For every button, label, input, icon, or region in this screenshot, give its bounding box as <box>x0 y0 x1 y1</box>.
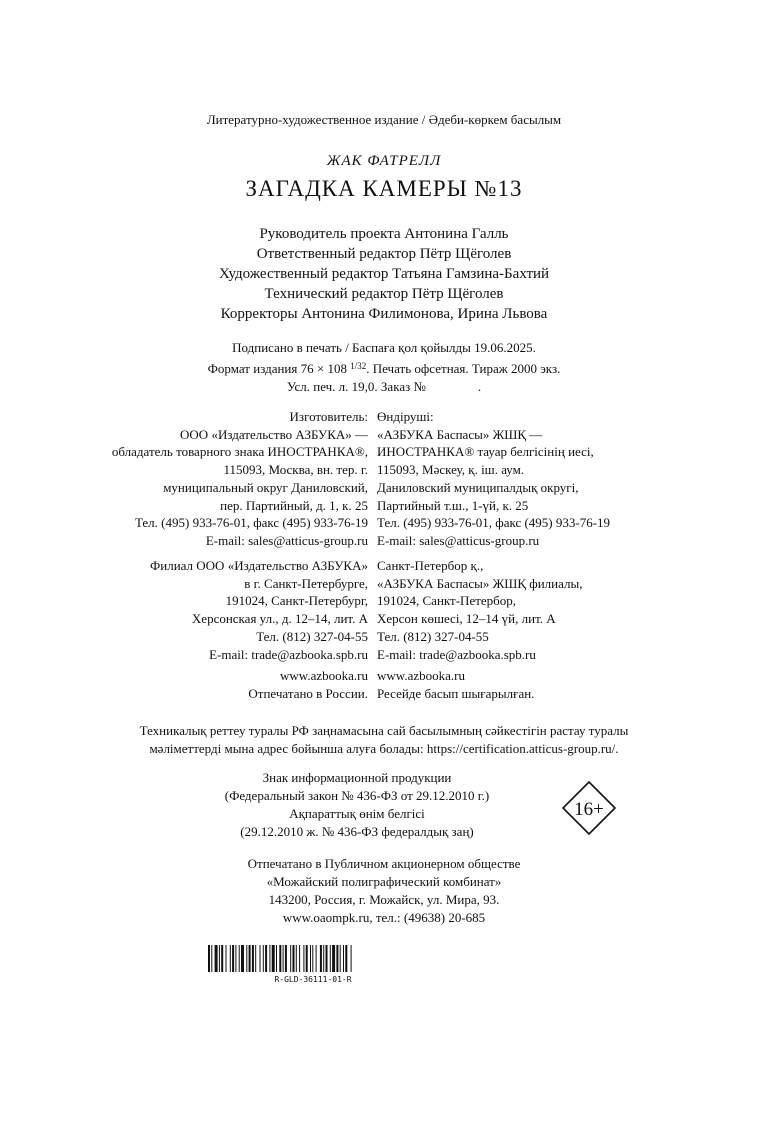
manufacturer-kz-line: Партийный т.ш., 1-үй, к. 25 <box>377 497 529 513</box>
branch-kz-line: Санкт-Петербор қ., <box>377 558 484 573</box>
staff-list <box>0 224 768 324</box>
barcode-icon <box>208 945 418 972</box>
info-sign-line: Знак информационной продукции <box>262 770 452 785</box>
branch-kz-line: Тел. (812) 327-04-55 <box>377 628 489 644</box>
branch-kz-line: E-mail: trade@azbooka.spb.ru <box>377 646 536 662</box>
manufacturer-ru-line: Тел. (495) 933-76-01, факс (495) 933-76-19 <box>134 515 368 531</box>
age-rating-text: 16+ <box>574 799 604 820</box>
manufacturer-ru-line: муниципальный округ Даниловский, <box>163 479 368 495</box>
manufacturer-ru-line: E-mail: sales@atticus-group.ru <box>205 532 368 548</box>
printer-line: 143200, Россия, г. Можайск, ул. Мира, 93. <box>268 892 500 907</box>
staff-tech-editor: Технический редактор Пётр Щёголев <box>264 286 504 302</box>
manufacturer-kz <box>377 408 610 550</box>
branch-kz-line: 191024, Санкт-Петербор, <box>377 593 517 609</box>
manufacturer-ru-line: ООО «Издательство АЗБУКА» — <box>180 426 368 442</box>
info-sign-line: Ақпараттық өнім белгісі <box>289 806 425 821</box>
printed-in-ru: Отпечатано в России. <box>248 685 368 701</box>
branch-kz <box>377 557 582 663</box>
branch-ru-line: 191024, Санкт-Петербург, <box>225 593 368 609</box>
printed-in-kz: Ресейде басып шығарылған. <box>377 685 535 701</box>
manufacturer-kz-line: Даниловский муниципалдық округі, <box>377 479 579 495</box>
staff-proofreaders: Корректоры Антонина Филимонова, Ирина Львова <box>220 306 548 322</box>
manufacturer-ru-line: пер. Партийный, д. 1, к. 25 <box>220 497 368 513</box>
info-sign-line: (Федеральный закон № 436-ФЗ от 29.12.2010 г.) <box>224 788 490 803</box>
info-sign-line: (29.12.2010 ж. № 436-ФЗ федералдық заң) <box>240 824 474 839</box>
manufacturer-kz-line: ИНОСТРАНКА® тауар белгісінің иесі, <box>377 444 594 460</box>
web-kz <box>377 667 534 702</box>
web-ru <box>8 667 368 702</box>
printer-line: «Можайский полиграфический комбинат» <box>266 874 502 889</box>
manufacturer-kz-line: E-mail: sales@atticus-group.ru <box>377 532 540 548</box>
branch-ru <box>8 557 368 663</box>
manufacturer-kz-line: Тел. (495) 933-76-01, факс (495) 933-76-19 <box>377 515 611 531</box>
certification-note <box>0 722 768 758</box>
manufacturer-ru-line: обладатель товарного знака ИНОСТРАНКА®, <box>111 444 368 460</box>
branch-ru-line: Херсонская ул., д. 12–14, лит. А <box>191 611 368 627</box>
age-rating-badge <box>561 780 617 836</box>
branch-ru-line: Филиал ООО «Издательство АЗБУКА» <box>149 558 368 573</box>
manufacturer-kz-line: Өндіруші: <box>377 409 434 424</box>
manufacturer-kz-line: «АЗБУКА Баспасы» ЖШҚ — <box>377 426 543 442</box>
manufacturer-kz-line: 115093, Мәскеу, қ. іш. аум. <box>377 462 525 478</box>
print-volume: Усл. печ. л. 19,0. Заказ № . <box>286 379 482 394</box>
website-ru: www.azbooka.ru <box>280 668 368 683</box>
book-title: ЗАГАДКА КАМЕРЫ №13 <box>245 176 523 201</box>
branch-ru-line: E-mail: trade@azbooka.spb.ru <box>209 646 368 662</box>
print-signed: Подписано в печать / Баспаға қол қойылды 19.06.2025. <box>232 340 536 355</box>
barcode-number: R-GLD-36111-01-R <box>274 975 352 984</box>
printer-line: Отпечатано в Публичном акционерном обществе <box>247 856 521 871</box>
manufacturer-ru <box>8 408 368 550</box>
certification-line: мәліметтерді мына адрес бойынша алуға болады: https://certification.atticus-group.ru/. <box>149 741 619 756</box>
print-format: Формат издания 76 × 108 $^{1/32}$. Печать офсетная. Тираж 2000 экз. <box>207 361 561 376</box>
print-info <box>0 339 768 396</box>
edition-type: Литературно-художественное издание / Әдеби-көркем басылым <box>206 112 562 127</box>
printer-line: www.oaompk.ru, тел.: (49638) 20-685 <box>282 910 486 925</box>
author-name: ЖАК ФАТРЕЛЛ <box>326 153 442 169</box>
branch-ru-line: Тел. (812) 327-04-55 <box>256 628 368 644</box>
branch-kz-line: «АЗБУКА Баспасы» ЖШҚ филиалы, <box>377 575 583 591</box>
website-kz: www.azbooka.ru <box>377 668 465 683</box>
staff-project-lead: Руководитель проекта Антонина Галль <box>259 226 509 242</box>
staff-editor: Ответственный редактор Пётр Щёголев <box>256 246 512 262</box>
staff-art-editor: Художественный редактор Татьяна Гамзина-Бахтий <box>218 266 550 282</box>
manufacturer-ru-line: 115093, Москва, вн. тер. г. <box>223 462 368 478</box>
branch-ru-line: в г. Санкт-Петербурге, <box>244 575 368 591</box>
manufacturer-ru-line: Изготовитель: <box>289 409 368 424</box>
branch-kz-line: Херсон көшесі, 12–14 үй, лит. А <box>377 611 556 627</box>
certification-line: Техникалық реттеу туралы РФ заңнамасына сай басылымның сәйкестігін растау туралы <box>139 723 629 738</box>
printer-block <box>0 855 768 927</box>
